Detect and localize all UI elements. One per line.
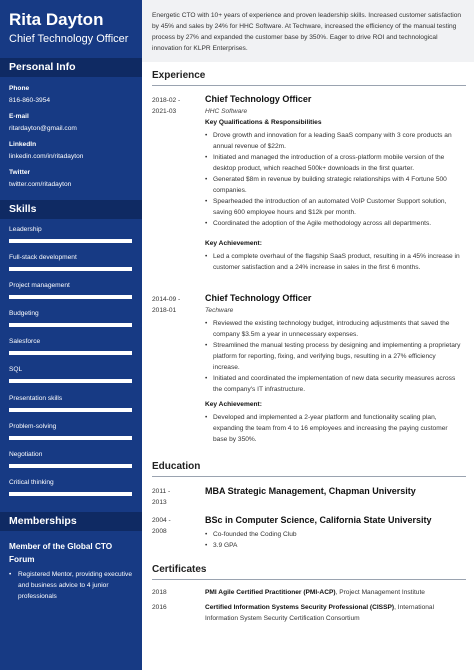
- skill-name: Problem-solving: [9, 423, 57, 430]
- linkedin-link[interactable]: linkedin.com/in/ritadayton: [9, 153, 84, 160]
- job-date-end: 2018-01: [152, 307, 177, 314]
- job-date-start: 2018-02 -: [152, 97, 181, 104]
- twitter-link[interactable]: twitter.com/ritadayton: [9, 181, 72, 188]
- memberships-heading: Memberships: [0, 512, 142, 531]
- achievement-heading: Key Achievement:: [205, 401, 262, 408]
- candidate-name: Rita Dayton: [9, 10, 104, 29]
- education-date-start: 2011 -: [152, 488, 171, 495]
- qualifications-list: [205, 130, 463, 229]
- twitter-label: Twitter: [9, 169, 31, 176]
- linkedin-label: LinkedIn: [9, 141, 37, 148]
- certificates-heading: Certificates: [152, 564, 207, 575]
- skill-level-bar: [9, 408, 132, 412]
- job-title: Chief Technology Officer: [205, 293, 312, 303]
- certificate-year: 2016: [152, 604, 167, 611]
- section-divider: [152, 579, 466, 580]
- skill-name: Presentation skills: [9, 395, 63, 402]
- education-date-start: 2004 -: [152, 517, 171, 524]
- skill-level-fill: [9, 379, 132, 383]
- skill-level-bar: [9, 239, 132, 243]
- skill-level-bar: [9, 464, 132, 468]
- skills-heading: Skills: [0, 200, 142, 219]
- skill-name: Project management: [9, 282, 70, 289]
- phone-label: Phone: [9, 85, 30, 92]
- skill-level-bar: [9, 323, 132, 327]
- section-divider: [152, 476, 466, 477]
- achievement-heading: Key Achievement:: [205, 240, 262, 247]
- skill-name: Full-stack development: [9, 254, 77, 261]
- skill-name: Negotiation: [9, 451, 43, 458]
- skill-level-fill: [9, 323, 132, 327]
- certificate-entry: [205, 587, 463, 598]
- skill-level-bar: [9, 436, 132, 440]
- list-item: • 3.9 GPA: [205, 540, 463, 551]
- list-item: • Generated $8m in revenue by building strategic relationships with 4 Fortune 500 companies.: [205, 174, 463, 196]
- skill-level-fill: [9, 239, 132, 243]
- list-item: • Drove growth and innovation for a leading SaaS company with 3 core products an annual revenue of $22m.: [205, 130, 463, 152]
- skill-name: Critical thinking: [9, 479, 54, 486]
- profile-summary: Energetic CTO with 10+ years of experience and proven leadership skills. Increased customer satisfaction by 45% and sales by 24% for HHC Software. At Techware, increased the efficiency of the manual testing process by 27% and expanded the customer base by 350%. Eager to drive ROI and technological innovation for KLPR Enterprises.: [142, 0, 474, 62]
- experience-heading: Experience: [152, 70, 206, 81]
- personal-info-heading: Personal Info: [0, 58, 142, 77]
- certificate-issuer: , International Information System Security Certification Consortium: [205, 604, 435, 622]
- certificate-entry: [205, 602, 463, 624]
- list-item: • Initiated and coordinated the implementation of new data security measures across the company's IT infrastructure.: [205, 373, 463, 395]
- skill-level-fill: [9, 464, 132, 468]
- list-item: • Co-founded the Coding Club: [205, 529, 463, 540]
- skill-level-bar: [9, 295, 132, 299]
- education-bullets: [205, 529, 463, 551]
- list-item: • Coordinated the adoption of the Agile methodology across all departments.: [205, 218, 463, 229]
- education-date-end: 2013: [152, 499, 167, 506]
- qualifications-heading: Key Qualifications & Responsibilities: [205, 119, 322, 126]
- skill-name: Salesforce: [9, 338, 41, 345]
- list-item: • Led a complete overhaul of the flagship SaaS product, resulting in a 45% increase in customer satisfaction and a 24% increase in sales in the first 6 months.: [205, 251, 463, 273]
- skill-name: Leadership: [9, 226, 42, 233]
- achievement-list: [205, 412, 463, 445]
- certificate-issuer: , Project Management Institute: [335, 589, 425, 596]
- membership-list: [9, 569, 135, 602]
- candidate-job-title: Chief Technology Officer: [9, 33, 129, 45]
- skill-level-fill: [9, 267, 132, 271]
- company-name: Techware: [205, 307, 234, 314]
- email-label: E-mail: [9, 113, 29, 120]
- membership-title: Member of the Global CTO Forum: [9, 542, 113, 564]
- job-date-start: 2014-09 -: [152, 296, 181, 303]
- skill-level-fill: [9, 408, 132, 412]
- main-content: [142, 0, 474, 670]
- list-item: • Streamlined the manual testing process by designing and implementing a proprietary platform for reporting, fixing, and verifying bugs, resulting in a 27% efficiency increase.: [205, 340, 463, 373]
- list-item: • Registered Mentor, providing executive and business advice to 4 junior professionals: [9, 569, 135, 602]
- qualifications-list: [205, 318, 463, 395]
- list-item: • Reviewed the existing technology budget, introducing adjustments that saved the company $3.5m a year in unnecessary expenses.: [205, 318, 463, 340]
- skill-level-bar: [9, 267, 132, 271]
- job-date-end: 2021-03: [152, 108, 177, 115]
- certificate-name: PMI Agile Certified Practitioner (PMI-ACP): [205, 589, 336, 596]
- skill-level-fill: [9, 295, 132, 299]
- sidebar: [0, 0, 142, 670]
- email-link[interactable]: ritardayton@gmail.com: [9, 125, 77, 132]
- education-date-end: 2008: [152, 528, 167, 535]
- skill-level-bar: [9, 379, 132, 383]
- skill-name: Budgeting: [9, 310, 39, 317]
- phone-value: 816-860-3954: [9, 97, 51, 104]
- certificate-year: 2018: [152, 589, 167, 596]
- company-name: HHC Software: [205, 108, 248, 115]
- list-item: • Spearheaded the introduction of an automated VoIP Customer Support solution, saving 600 employee hours and $12k per month.: [205, 196, 463, 218]
- education-heading: Education: [152, 461, 201, 472]
- job-title: Chief Technology Officer: [205, 94, 312, 104]
- skill-level-fill: [9, 492, 132, 496]
- achievement-list: [205, 251, 463, 273]
- list-item: • Developed and implemented a 2-year platform and functionality scaling plan, expanding the team from 4 to 16 employees and increasing the paying customer base by 350%.: [205, 412, 463, 445]
- skill-level-fill: [9, 351, 132, 355]
- certificate-name: Certified Information Systems Security Professional (CISSP): [205, 604, 395, 611]
- skill-level-fill: [9, 436, 132, 440]
- skill-name: SQL: [9, 366, 23, 373]
- skill-level-bar: [9, 351, 132, 355]
- degree-title: MBA Strategic Management, Chapman University: [205, 486, 416, 496]
- skill-level-bar: [9, 492, 132, 496]
- list-item: • Initiated and managed the introduction of a cross-platform mobile version of the desktop product, which reached 500k+ downloads in the first quarter.: [205, 152, 463, 174]
- degree-title: BSc in Computer Science, California State University: [205, 515, 432, 525]
- section-divider: [152, 85, 466, 86]
